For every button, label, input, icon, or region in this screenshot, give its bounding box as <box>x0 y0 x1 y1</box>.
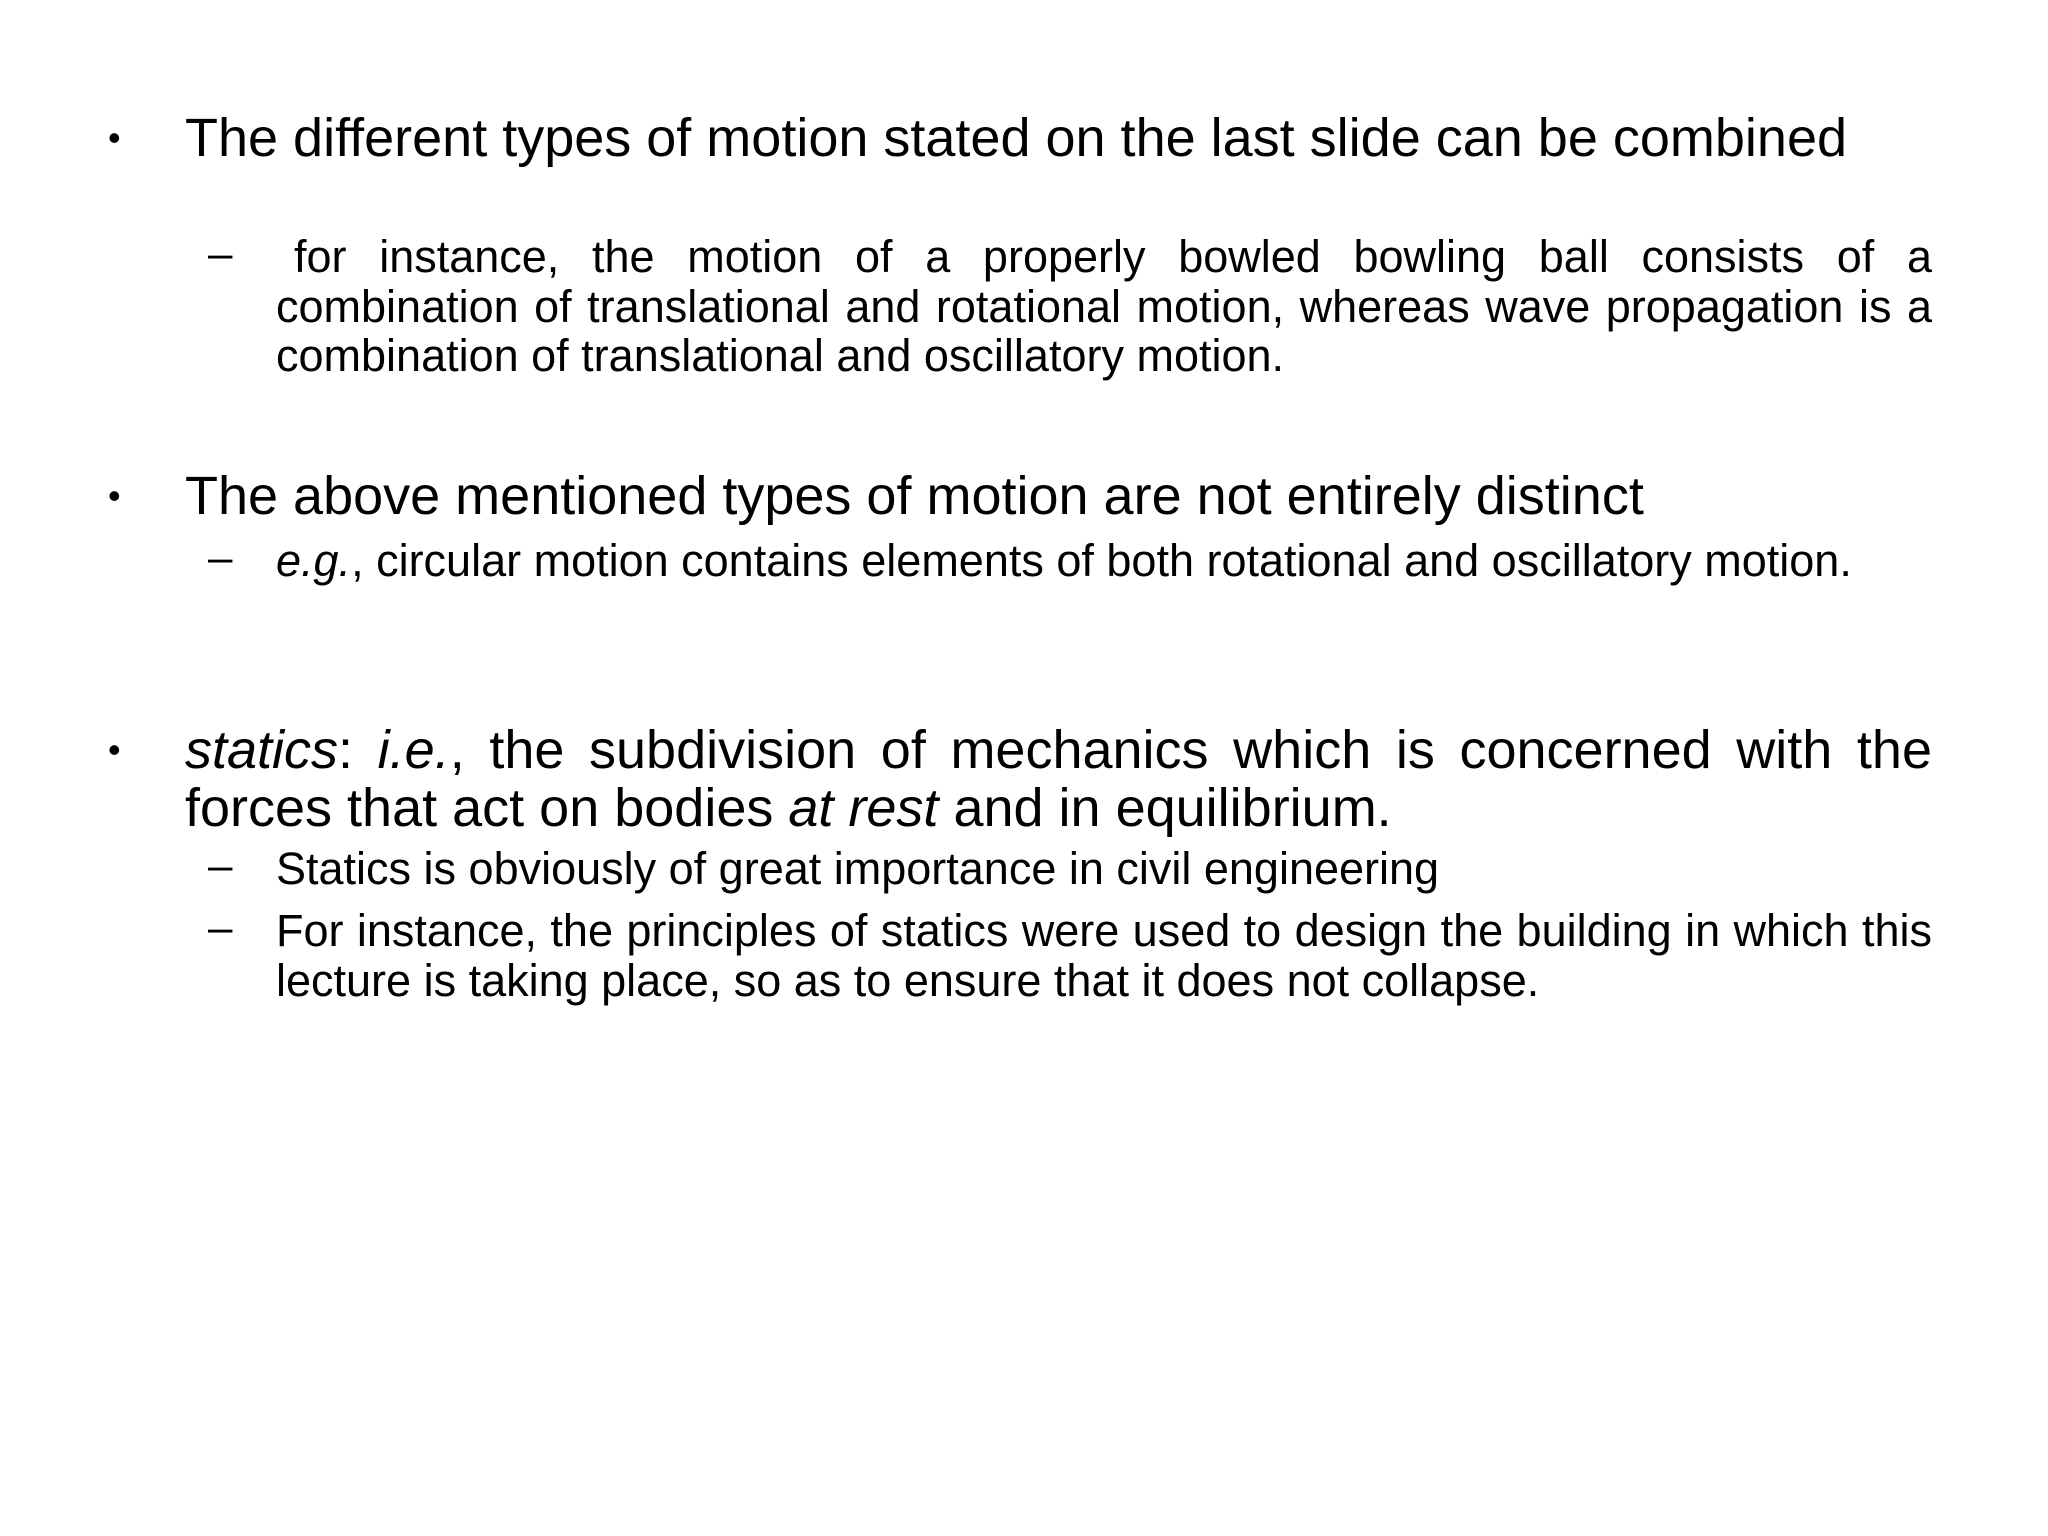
dash-marker: – <box>208 533 233 582</box>
sub-bullet-text-content: for instance, the motion of a properly bowled bowling ball consists of a combination of translational and rotational motion, whereas wave propagation is a combination of translational and oscillatory motion. <box>276 231 1932 381</box>
dash-marker: – <box>208 841 233 890</box>
bullet-italic-phrase: at rest <box>788 777 939 838</box>
sub-bullet-text: For instance, the principles of statics were used to design the building in which this lecture is taking place, so as to ensure that it does not collapse. <box>276 905 1932 1006</box>
sub-bullet-italic: e.g. <box>276 535 352 586</box>
bullet-italic-term: statics <box>185 720 339 780</box>
bullet-text-part: and in equilibrium. <box>938 777 1392 838</box>
bullet-text: The above mentioned types of motion are not entirely distinct <box>185 466 1644 526</box>
bullet-marker: • <box>108 729 121 770</box>
sub-bullet-text-content: , circular motion contains elements of both rotational and oscillatory motion. <box>351 535 1852 586</box>
bullet-marker: • <box>108 475 121 516</box>
bullet-text: The different types of motion stated on the last slide can be combined <box>185 108 1848 168</box>
bullet-text-part: : <box>338 720 378 780</box>
bullet-marker: • <box>108 117 121 158</box>
bullet-text <box>185 722 1932 838</box>
bullet-italic-abbrev: i.e. <box>377 720 450 780</box>
sub-bullet-text <box>276 232 1932 381</box>
dash-marker: – <box>208 229 233 278</box>
bullet-text-part: , the subdivision of mechanics which is concerned with the forces that act on bodies <box>185 720 1932 838</box>
dash-marker: – <box>208 903 233 952</box>
sub-bullet-text <box>276 536 1932 586</box>
sub-bullet-text: Statics is obviously of great importance in civil engineering <box>276 843 1440 894</box>
